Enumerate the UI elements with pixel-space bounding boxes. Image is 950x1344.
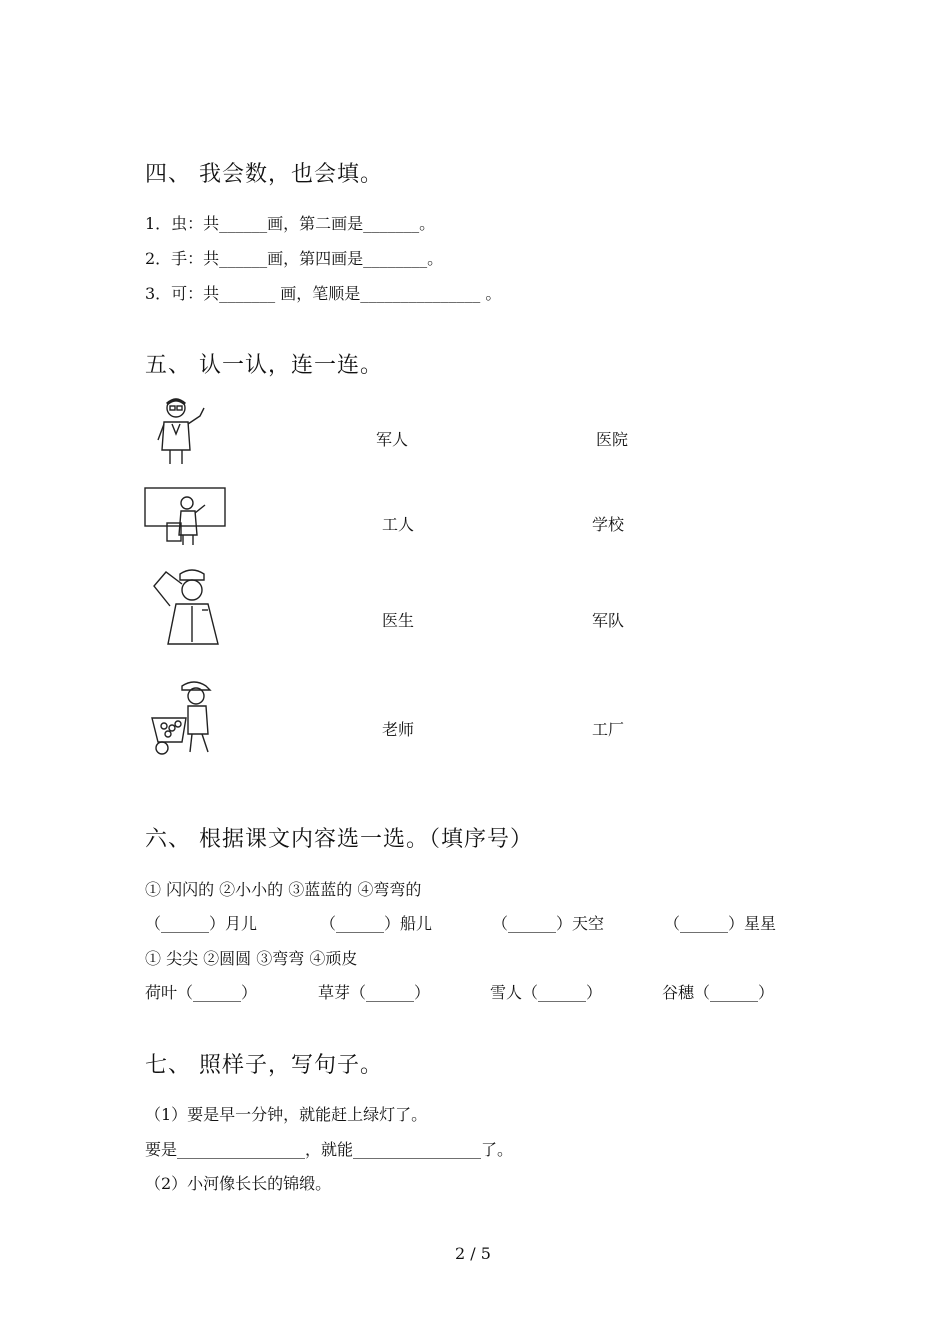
- match-person-soldier[interactable]: 军人: [376, 430, 409, 449]
- options-row-1: ① 闪闪的 ②小小的 ③蓝蓝的 ④弯弯的: [145, 880, 422, 899]
- match-person-worker[interactable]: 工人: [382, 515, 415, 534]
- page-number: 2 / 5: [455, 1244, 491, 1263]
- question-1: 1．虫：共______画，第二画是_______。: [145, 214, 436, 233]
- section-6-heading: 六、 根据课文内容选一选。（填序号）: [145, 827, 533, 852]
- match-person-doctor[interactable]: 医生: [382, 611, 415, 630]
- blank-snowman[interactable]: 雪人（______）: [490, 983, 603, 1002]
- section-7-heading: 七、 照样子，写句子。: [145, 1053, 383, 1078]
- blank-grass-bud[interactable]: 草芽（______）: [318, 983, 431, 1002]
- match-place-school[interactable]: 学校: [592, 515, 625, 534]
- match-place-factory[interactable]: 工厂: [592, 720, 625, 739]
- blank-boat[interactable]: （______）船儿: [320, 914, 433, 933]
- blank-moon[interactable]: （______）月儿: [145, 914, 258, 933]
- section-4-heading: 四、 我会数，也会填。: [145, 162, 383, 187]
- worker-illustration: [148, 676, 218, 758]
- soldier-illustration: [146, 566, 228, 646]
- match-place-army[interactable]: 军队: [592, 611, 625, 630]
- question-2: 2．手：共______画，第四画是________。: [145, 249, 444, 268]
- doctor-illustration: [150, 394, 210, 468]
- blank-sky[interactable]: （______）天空: [492, 914, 605, 933]
- teacher-illustration: [143, 485, 229, 547]
- blank-grain-ear[interactable]: 谷穗（______）: [662, 983, 775, 1002]
- options-row-2: ① 尖尖 ②圆圆 ③弯弯 ④顽皮: [145, 949, 358, 968]
- fill-sentence-1[interactable]: 要是________________，就能________________了。: [145, 1140, 514, 1159]
- blank-lotus-leaf[interactable]: 荷叶（______）: [145, 983, 258, 1002]
- section-5-heading: 五、 认一认，连一连。: [145, 353, 383, 378]
- example-sentence-1: （1）要是早一分钟，就能赶上绿灯了。: [145, 1105, 428, 1124]
- question-3: 3．可：共_______ 画，笔顺是_______________ 。: [145, 284, 502, 303]
- match-place-hospital[interactable]: 医院: [596, 430, 629, 449]
- example-sentence-2: （2）小河像长长的锦缎。: [145, 1174, 332, 1193]
- blank-star[interactable]: （______）星星: [664, 914, 777, 933]
- match-person-teacher[interactable]: 老师: [382, 720, 415, 739]
